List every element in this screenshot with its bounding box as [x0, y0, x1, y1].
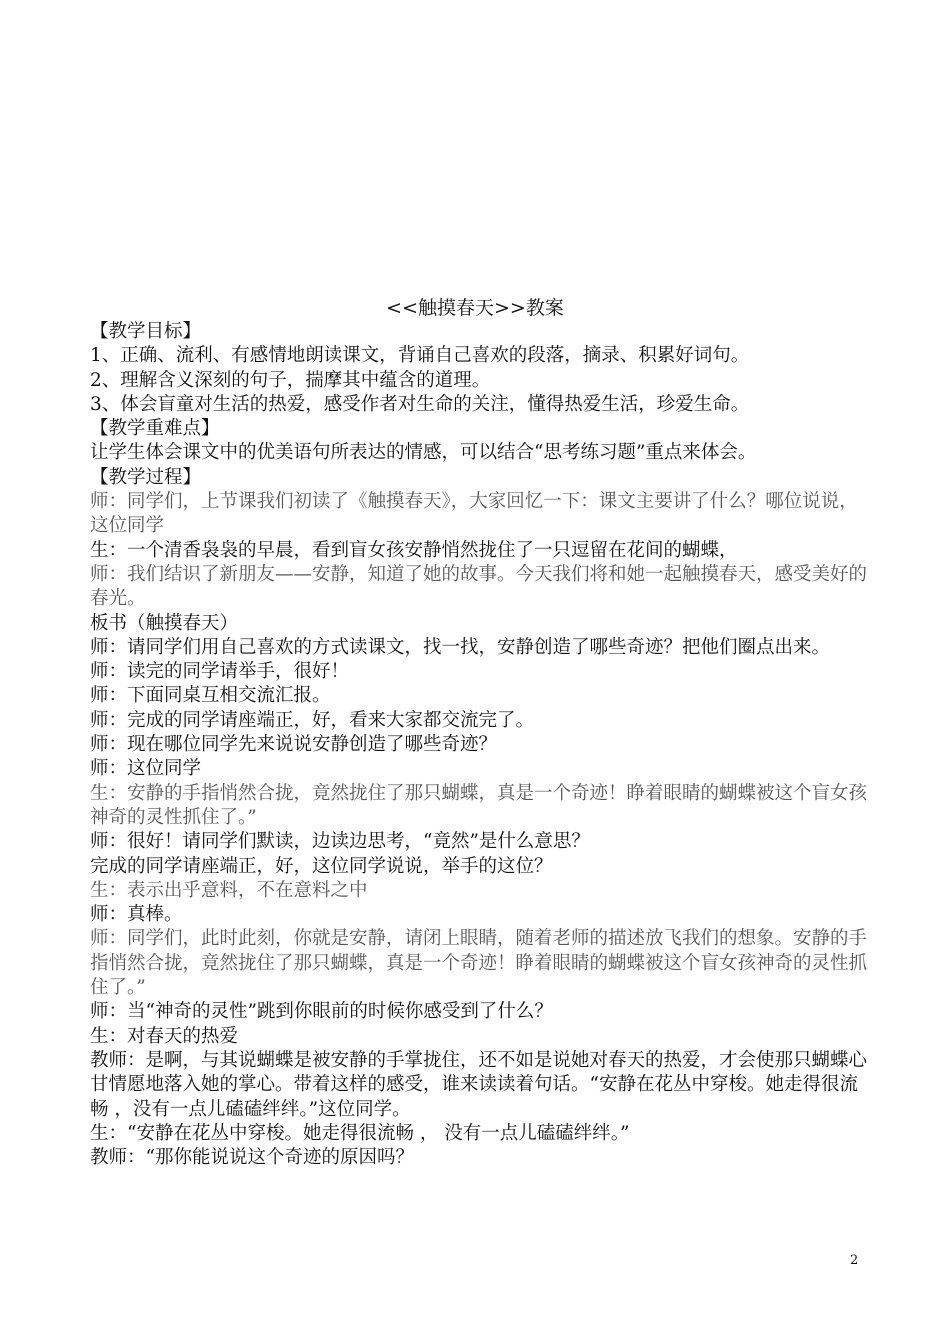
page-number: 2	[850, 1253, 859, 1268]
dialogue-line: 师：当“神奇的灵性”跳到你眼前的时候你感受到了什么？	[90, 1001, 553, 1023]
dialogue-line: 师：请同学们用自己喜欢的方式读课文，找一找，安静创造了哪些奇迹？把他们圈点出来。	[90, 636, 831, 658]
dialogue-line: 师：完成的同学请座端正，好，看来大家都交流完了。	[90, 709, 535, 731]
dialogue-line: 师：同学们，上节课我们初读了《触摸春天》，大家回忆一下：课文主要讲了什么？哪位说说，这位同学	[90, 491, 858, 537]
dialogue-line: 生：表示出乎意料，不在意料之中	[90, 879, 368, 901]
dialogue-line: 生：对春天的热爱	[90, 1025, 239, 1047]
heading-teaching-process: 【教学过程】	[90, 466, 202, 488]
dialogue-line: 师：读完的同学请举手，很好！	[90, 661, 350, 683]
dialogue-line: 生：一个清香袅袅的早晨，看到盲女孩安静悄然拢住了一只逗留在花间的蝴蝶，	[90, 539, 738, 561]
dialogue-line: 师：我们结识了新朋友——安静，知道了她的故事。今天我们将和她一起触摸春天，感受美好的春光。	[90, 563, 868, 610]
dialogue-line: 教师：是啊，与其说蝴蝶是被安静的手掌拢住，还不如是说她对春天的热爱，才会使那只蝴蝶心甘情愿地落入她的掌心。带着这样的感受，谁来读读着句话。“安静在花丛中穿梭。她走得很流畅 ，没有一点儿磕磕绊绊。”这位同学。	[90, 1049, 868, 1120]
dialogue-line: 师：现在哪位同学先来说说安静创造了哪些奇迹？	[90, 734, 498, 756]
dialogue-line: 师：这位同学	[90, 758, 202, 780]
dialogue-line: 教师：“那你能说说这个奇迹的原因吗？	[90, 1147, 414, 1169]
heading-teaching-goals: 【教学目标】	[90, 321, 202, 342]
dialogue-line: 完成的同学请座端正，好，这位同学说说，举手的这位？	[90, 855, 553, 877]
dialogue-line: 师：下面同桌互相交流汇报。	[90, 685, 331, 707]
goal-item-1: 1、正确、流利、有感情地朗读课文，背诵自己喜欢的段落，摘录、积累好词句。	[90, 345, 750, 367]
lesson-plan-body	[90, 320, 875, 1170]
board-writing-line: 板书（触摸春天）	[90, 612, 239, 634]
dialogue-line: 生：“安静在花丛中穿梭。她走得很流畅 ， 没有一点儿磕磕绊绊。”	[90, 1122, 630, 1144]
dialogue-line: 师：同学们，此时此刻，你就是安静，请闭上眼睛，随着老师的描述放飞我们的想象。安静的手指悄然合拢，竟然拢住了那只蝴蝶，真是一个奇迹！睁着眼睛的蝴蝶被这个盲女孩神奇的灵性抓住了。”	[90, 928, 868, 999]
goal-item-2: 2、理解含义深刻的句子，揣摩其中蕴含的道理。	[90, 369, 491, 391]
dialogue-line: 师：真棒。	[90, 904, 183, 926]
key-points-text: 让学生体会课文中的优美语句所表达的情感，可以结合“思考练习题”重点来体会。	[90, 442, 757, 464]
goal-item-3: 3、体会盲童对生活的热爱，感受作者对生命的关注，懂得热爱生活，珍爱生命。	[90, 393, 750, 415]
dialogue-line: 师：很好！请同学们默读，边读边思考，“竟然”是什么意思？	[90, 831, 590, 853]
heading-key-points: 【教学重难点】	[90, 418, 220, 440]
document-title: <<触摸春天>>教案	[386, 297, 564, 319]
dialogue-line: 生：安静的手指悄然合拢，竟然拢住了那只蝴蝶，真是一个奇迹！睁着眼睛的蝴蝶被这个盲女孩神奇的灵性抓住了。”	[90, 782, 868, 828]
